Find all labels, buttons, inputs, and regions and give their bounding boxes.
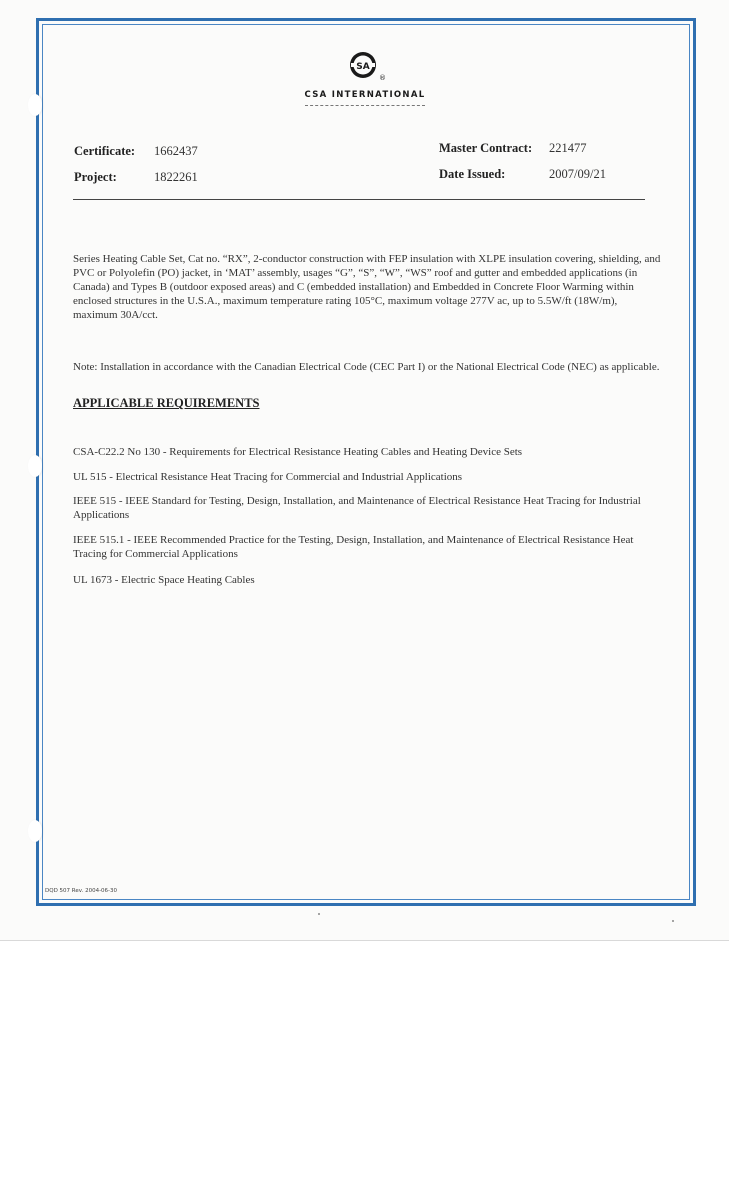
installation-note: Note: Installation in accordance with the Canadian Electrical Code (CEC Part I) or the National Electrical Code (NEC) as applicable. xyxy=(73,361,660,373)
requirement-item: UL 1673 - Electric Space Heating Cables xyxy=(73,574,255,586)
requirements-heading: APPLICABLE REQUIREMENTS xyxy=(73,396,260,410)
product-description: Series Heating Cable Set, Cat no. “RX”, 2-conductor construction with FEP insulation with XLPE insulation covering, shielding, and PVC or Polyolefin (PO) jacket, in ‘MAT’ assembly, usages “G”, “S”, “W”, “WS” roof and gutter and embedded applications (in Canada) and Types B (outdoor exposed areas) and C (embedded installation) and Embedded in Concrete Floor Warming within enclosed structures in the U.S.A., maximum temperature rating 105°C, maximum voltage 277V ac, up to 5.5W/ft (18W/m), maximum 30A/cct. xyxy=(73,253,661,321)
project-value: 1822261 xyxy=(154,170,198,184)
requirement-item: IEEE 515.1 - IEEE Recommended Practice for the Testing, Design, Installation, and Maintenance of Electrical Resistance Heat Tracing for Commercial Applications xyxy=(73,534,634,560)
csa-logo-icon xyxy=(345,48,385,82)
header-divider xyxy=(73,199,645,200)
punch-hole xyxy=(28,820,42,842)
registered-mark: ® xyxy=(379,74,386,82)
requirement-item: IEEE 515 - IEEE Standard for Testing, Design, Installation, and Maintenance of Electrical Resistance Heat Tracing for Industrial Applications xyxy=(73,495,641,521)
master-contract-label: Master Contract: xyxy=(439,141,533,155)
page-border-inner xyxy=(42,24,690,900)
project-label: Project: xyxy=(74,170,117,184)
csa-logo xyxy=(290,48,440,107)
requirement-item: CSA-C22.2 No 130 - Requirements for Electrical Resistance Heating Cables and Heating Device Sets xyxy=(73,446,523,458)
certificate-label: Certificate: xyxy=(74,144,136,158)
requirement-item: UL 515 - Electrical Resistance Heat Tracing for Commercial and Industrial Applications xyxy=(73,471,463,483)
punch-hole xyxy=(28,94,42,116)
certificate-value: 1662437 xyxy=(154,144,198,158)
form-code: DQD 507 Rev. 2004-06-30 xyxy=(45,888,118,894)
logo-mark-letters: SA xyxy=(356,62,370,72)
logo-brand-text: CSA INTERNATIONAL xyxy=(304,90,426,100)
logo-underline xyxy=(305,105,425,107)
scan-speck xyxy=(318,913,320,915)
date-issued-label: Date Issued: xyxy=(439,167,506,181)
master-contract-value: 221477 xyxy=(549,141,587,155)
date-issued-value: 2007/09/21 xyxy=(549,167,606,181)
scan-speck xyxy=(672,920,674,922)
punch-hole xyxy=(28,455,42,477)
